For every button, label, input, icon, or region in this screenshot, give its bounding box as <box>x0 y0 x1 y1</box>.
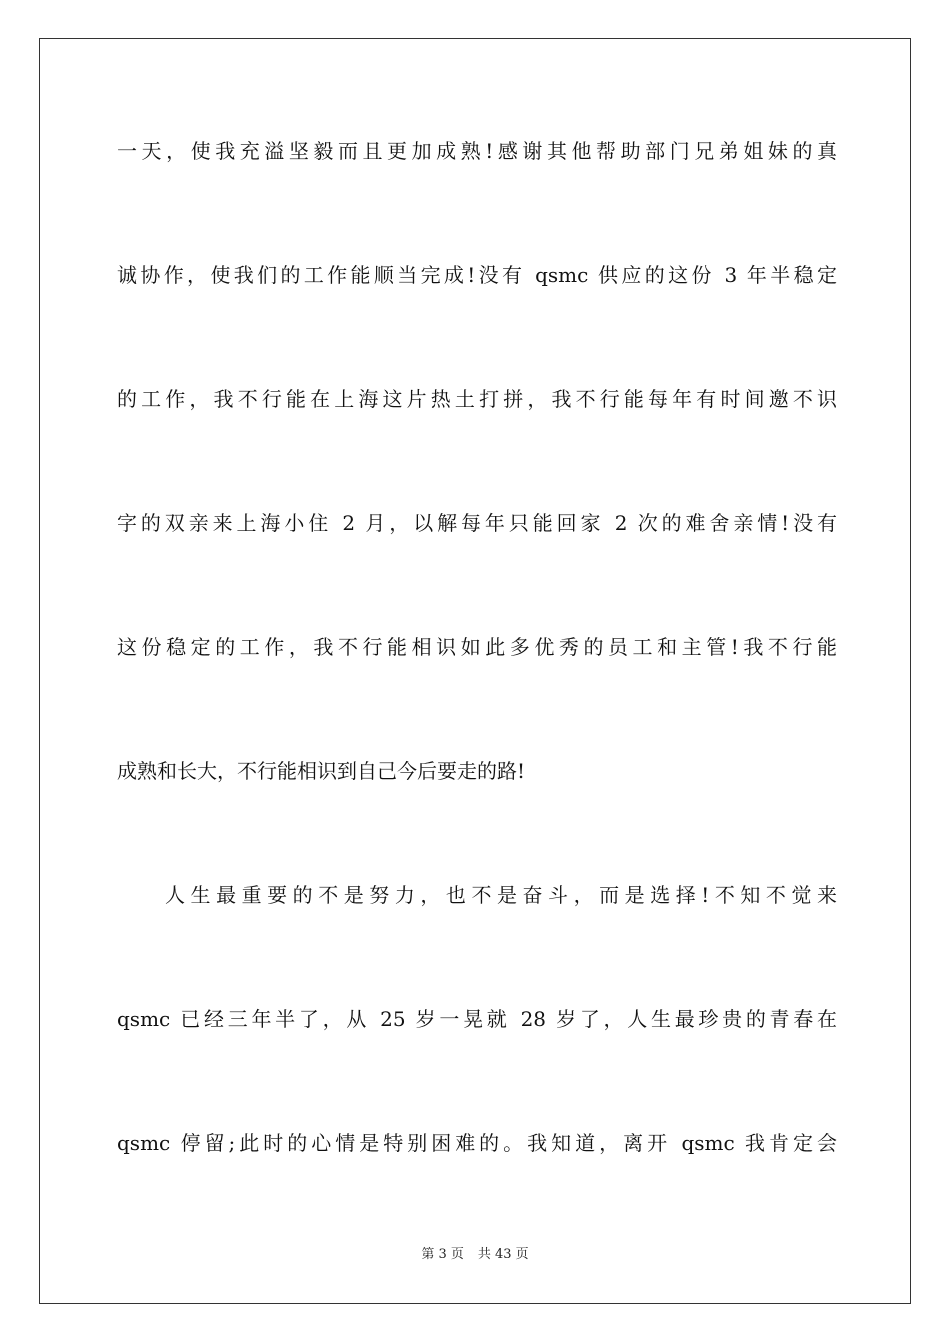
text-line: 成熟和长大，不行能相识到自己今后要走的路! <box>117 759 526 783</box>
page-total: 共 43 页 <box>477 1247 529 1262</box>
text-line: 诚协作，使我们的工作能顺当完成!没有 qsmc 供应的这份 3 年半稳定 <box>117 263 837 287</box>
text-line: 字的双亲来上海小住 2 月，以解每年只能回家 2 次的难舍亲情!没有 <box>117 511 837 535</box>
text-line: 这份稳定的工作，我不行能相识如此多优秀的员工和主管!我不行能 <box>117 635 837 659</box>
page-footer <box>0 1246 950 1264</box>
paragraph-first-line: 人生最重要的不是努力，也不是奋斗，而是选择!不知不觉来 <box>165 883 837 907</box>
text-line: 的工作，我不行能在上海这片热土打拼，我不行能每年有时间邀不识 <box>117 387 837 411</box>
page-number: 第 3 页 <box>421 1247 464 1262</box>
page-border <box>39 38 911 1304</box>
text-line: 一天，使我充溢坚毅而且更加成熟!感谢其他帮助部门兄弟姐妹的真 <box>117 139 837 163</box>
text-line: qsmc 停留;此时的心情是特别困难的。我知道，离开 qsmc 我肯定会 <box>117 1131 837 1155</box>
text-line: qsmc 已经三年半了，从 25 岁一晃就 28 岁了，人生最珍贵的青春在 <box>117 1007 837 1031</box>
